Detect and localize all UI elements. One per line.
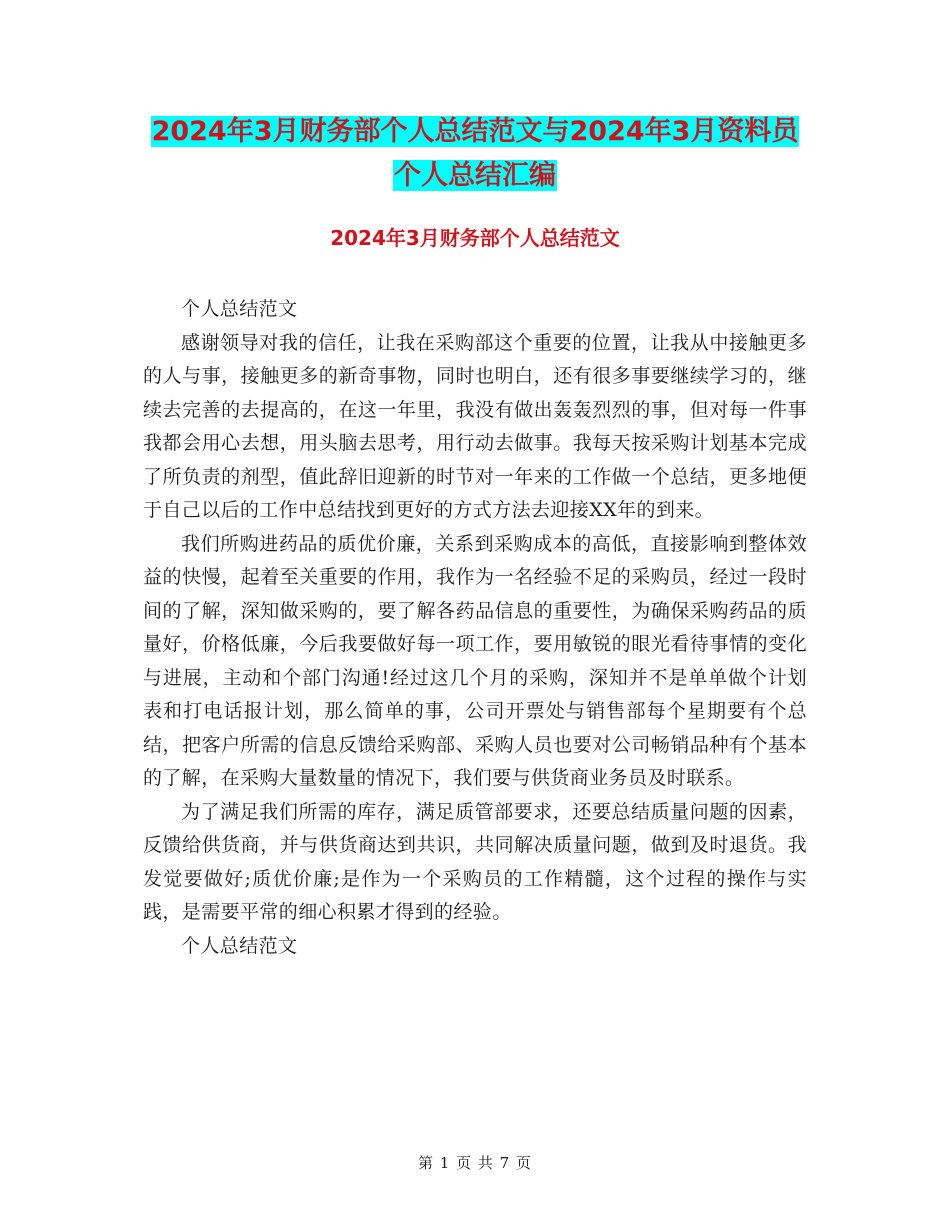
paragraph: 感谢领导对我的信任，让我在采购部这个重要的位置，让我从中接触更多的人与事，接触更多的新奇事物，同时也明白，还有很多事要继续学习的，继续去完善的去提高的，在这一年里，我没有做出轰轰烈烈的事，但对每一件事我都会用心去想，用头脑去思考，用行动去做事。我每天按采购计划基本完成了所负责的剂型，值此辞旧迎新的时节对一年来的工作做一个总结，更多地便于自己以后的工作中总结找到更好的方式方法去迎接XX年的到来。 bbox=[143, 331, 807, 521]
document-title-highlight-2: 个人总结汇编 bbox=[394, 160, 556, 191]
document-body bbox=[143, 293, 807, 963]
section-title: 2024年3月财务部个人总结范文 bbox=[330, 226, 620, 250]
document-title-line-2 bbox=[0, 156, 950, 196]
page-footer: 第 1 页 共 7 页 bbox=[418, 1154, 532, 1172]
document-title-line-1 bbox=[0, 112, 950, 152]
paragraph-heading-2: 个人总结范文 bbox=[181, 934, 298, 957]
paragraph-heading-1: 个人总结范文 bbox=[181, 298, 298, 320]
paragraph: 为了满足我们所需的库存，满足质管部要求，还要总结质量问题的因素，反馈给供货商，并与供货商达到共识，共同解决质量问题，做到及时退货。我发觉要做好;质优价廉;是作为一个采购员的工作精髓，这个过程的操作与实践，是需要平常的细心积累才得到的经验。 bbox=[143, 800, 807, 923]
document-title-highlight-1: 2024年3月财务部个人总结范文与2024年3月资料员 bbox=[151, 116, 799, 147]
paragraph: 我们所购进药品的质优价廉，关系到采购成本的高低，直接影响到整体效益的快慢，起着至关重要的作用，我作为一名经验不足的采购员，经过一段时间的了解，深知做采购的，要了解各药品信息的重要性，为确保采购药品的质量好，价格低廉，今后我要做好每一项工作，要用敏锐的眼光看待事情的变化与进展，主动和个部门沟通!经过这几个月的采购，深知并不是单单做个计划表和打电话报计划，那么简单的事，公司开票处与销售部每个星期要有个总结，把客户所需的信息反馈给采购部、采购人员也要对公司畅销品种有个基本的了解，在采购大量数量的情况下，我们要与供货商业务员及时联系。 bbox=[143, 532, 807, 789]
